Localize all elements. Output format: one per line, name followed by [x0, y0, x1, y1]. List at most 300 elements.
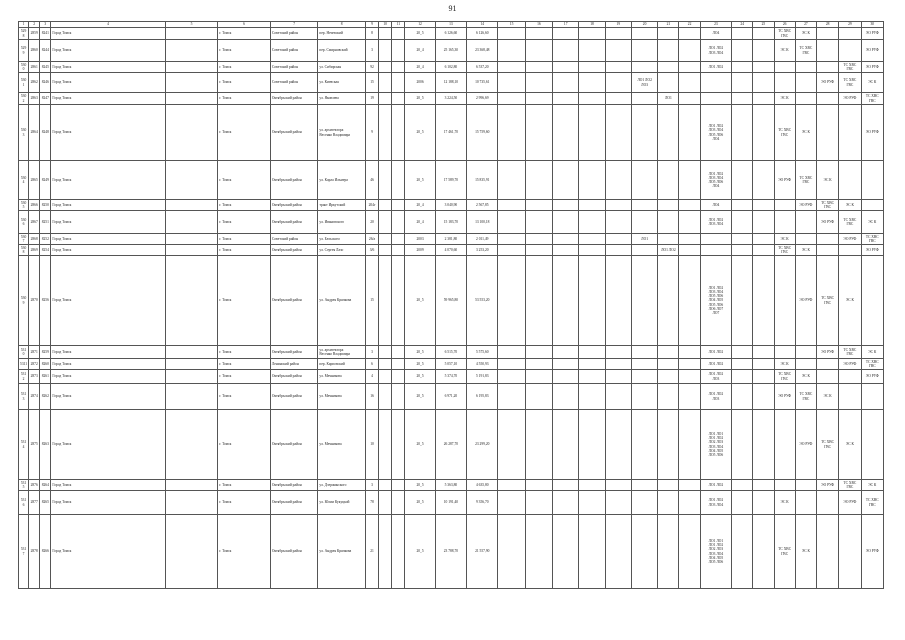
- cell-place: г. Томск: [218, 93, 271, 105]
- cell-empty: [579, 161, 605, 200]
- cell-sum2: 2 996,69: [467, 93, 498, 105]
- cell-empty: [732, 200, 753, 211]
- cell-empty: [605, 410, 631, 480]
- cell-year: 2003: [405, 234, 435, 245]
- cell-id: 2871: [29, 346, 40, 359]
- cell-c30: [861, 256, 883, 346]
- cell-empty: [379, 370, 392, 384]
- cell-place: г. Томск: [218, 40, 271, 62]
- cell-c21: [658, 480, 679, 491]
- cell-c20: [631, 28, 657, 40]
- cell-c21: [658, 234, 679, 245]
- cell-street: ул. архитектора Весенко Владимира: [318, 105, 366, 161]
- cell-code: 8247: [40, 93, 51, 105]
- cell-empty: [379, 200, 392, 211]
- cell-empty: [525, 161, 552, 200]
- cell-city: Город Томск: [51, 480, 165, 491]
- cell-house: 10: [365, 410, 378, 480]
- column-number: 18: [579, 22, 605, 28]
- cell-street: ул. Киевская: [318, 73, 366, 93]
- table-row: [19, 370, 884, 384]
- cell-c29: ТС ХВС ГВС: [839, 73, 861, 93]
- cell-empty: [732, 480, 753, 491]
- cell-empty: [498, 40, 525, 62]
- cell-empty: [392, 384, 405, 410]
- table-row: [19, 256, 884, 346]
- cell-place: г. Томск: [218, 245, 271, 256]
- cell-c28: ЭО РУФ: [817, 211, 839, 234]
- cell-empty: [392, 73, 405, 93]
- cell-c23: ЛО1 ЛО2: [700, 480, 731, 491]
- cell-code: 8261: [40, 370, 51, 384]
- cell-c27: ЭО РУФ: [795, 256, 816, 346]
- cell-sum1: 25 165,30: [435, 40, 466, 62]
- cell-empty: [732, 384, 753, 410]
- cell-c27: ТС ХВС ГВС: [795, 161, 816, 200]
- cell-n: 5315: [19, 480, 29, 491]
- cell-street: ул. Мечникова: [318, 370, 366, 384]
- cell-empty: [579, 73, 605, 93]
- cell-empty: [679, 211, 700, 234]
- cell-sum1: 5 374,70: [435, 370, 466, 384]
- cell-sum2: 2 567,85: [467, 200, 498, 211]
- cell-c28: [817, 491, 839, 515]
- cell-c27: [795, 93, 816, 105]
- cell-place: г. Томск: [218, 234, 271, 245]
- cell-empty: [379, 515, 392, 589]
- cell-sum1: 26 287,70: [435, 410, 466, 480]
- cell-c27: [795, 234, 816, 245]
- cell-empty: [553, 491, 579, 515]
- cell-empty: [165, 245, 218, 256]
- cell-empty: [165, 359, 218, 370]
- cell-street: ул. Карла Ильмера: [318, 161, 366, 200]
- cell-n: 5314: [19, 410, 29, 480]
- cell-c27: [795, 480, 816, 491]
- cell-empty: [525, 480, 552, 491]
- cell-empty: [605, 245, 631, 256]
- cell-id: 2864: [29, 105, 40, 161]
- cell-empty: [579, 359, 605, 370]
- cell-district: Советский район: [270, 73, 318, 93]
- cell-empty: [392, 161, 405, 200]
- cell-year: 20_5: [405, 410, 435, 480]
- cell-c27: [795, 211, 816, 234]
- cell-empty: [679, 200, 700, 211]
- cell-c27: [795, 359, 816, 370]
- cell-id: 2869: [29, 245, 40, 256]
- cell-code: 8252: [40, 234, 51, 245]
- cell-n: 5312: [19, 370, 29, 384]
- cell-place: г. Томск: [218, 491, 271, 515]
- cell-c20: [631, 515, 657, 589]
- cell-district: Октябрьский район: [270, 370, 318, 384]
- cell-empty: [525, 28, 552, 40]
- cell-c30: ЭС К: [861, 346, 883, 359]
- cell-c29: [839, 515, 861, 589]
- cell-c26: ЭО РУФ: [774, 384, 795, 410]
- cell-empty: [498, 211, 525, 234]
- cell-id: 2861: [29, 62, 40, 73]
- cell-empty: [379, 234, 392, 245]
- cell-n: 5311: [19, 359, 29, 370]
- cell-n: 5317: [19, 515, 29, 589]
- table-row: [19, 73, 884, 93]
- cell-c27: ТС ХВС ГВС: [795, 40, 816, 62]
- cell-c20: [631, 359, 657, 370]
- cell-c29: [839, 384, 861, 410]
- cell-empty: [525, 256, 552, 346]
- cell-empty: [379, 359, 392, 370]
- cell-empty: [753, 491, 774, 515]
- cell-empty: [753, 200, 774, 211]
- cell-c21: [658, 410, 679, 480]
- column-number: 10: [379, 22, 392, 28]
- cell-empty: [753, 234, 774, 245]
- cell-empty: [165, 200, 218, 211]
- cell-empty: [165, 73, 218, 93]
- cell-c20: ЛО1 ЛО2 ЛО3: [631, 73, 657, 93]
- cell-year: 20_5: [405, 515, 435, 589]
- cell-house: 78: [365, 491, 378, 515]
- cell-c29: ТС ХВС ГВС: [839, 480, 861, 491]
- cell-empty: [732, 245, 753, 256]
- cell-empty: [605, 161, 631, 200]
- cell-c21: [658, 346, 679, 359]
- column-number: 14: [467, 22, 498, 28]
- table-row: [19, 62, 884, 73]
- cell-c29: ЭО РУФ: [839, 234, 861, 245]
- cell-c20: [631, 346, 657, 359]
- cell-c23: ЛО1 ЛО2 ЛО3 ЛО4 ЛО5 ЛО6 ЛО4 ЛО5 ЛО5 ЛО6 ЛО6 ЛО7 ЛО7: [700, 256, 731, 346]
- cell-empty: [379, 105, 392, 161]
- cell-district: Октябрьский район: [270, 256, 318, 346]
- cell-c23: ЛО1 ЛО2 ЛО3 ЛО4: [700, 40, 731, 62]
- cell-empty: [392, 256, 405, 346]
- cell-year: 20_5: [405, 28, 435, 40]
- cell-c26: [774, 410, 795, 480]
- cell-c26: ЭС К: [774, 234, 795, 245]
- cell-empty: [579, 62, 605, 73]
- cell-c23: ЛО1 ЛО1 ЛО1 ЛО2 ЛО2 ЛО3 ЛО3 ЛО4 ЛО4 ЛО5 ЛО5 ЛО6: [700, 410, 731, 480]
- cell-empty: [498, 62, 525, 73]
- column-number: 2: [29, 22, 40, 28]
- cell-c23: [700, 93, 731, 105]
- cell-city: Город Томск: [51, 410, 165, 480]
- cell-sum2: 6 537,20: [467, 62, 498, 73]
- cell-empty: [553, 40, 579, 62]
- cell-n: 5298: [19, 28, 29, 40]
- cell-c30: ЭС К: [861, 211, 883, 234]
- cell-empty: [498, 515, 525, 589]
- cell-empty: [392, 370, 405, 384]
- cell-empty: [525, 245, 552, 256]
- cell-empty: [165, 256, 218, 346]
- cell-id: 2865: [29, 161, 40, 200]
- cell-empty: [579, 234, 605, 245]
- cell-code: 8250: [40, 200, 51, 211]
- cell-street: ул. Андрея Крячкова: [318, 256, 366, 346]
- cell-empty: [605, 384, 631, 410]
- cell-sum1: 3 224,50: [435, 93, 466, 105]
- cell-c29: ЭО РУФ: [839, 93, 861, 105]
- cell-c23: ЛО1 ЛО2 ЛО3: [700, 384, 731, 410]
- cell-c23: ЛО1 ЛО2 ЛО3 ЛО4: [700, 491, 731, 515]
- cell-sum1: 6 102,80: [435, 62, 466, 73]
- cell-empty: [392, 491, 405, 515]
- cell-place: г. Томск: [218, 359, 271, 370]
- column-number: 27: [795, 22, 816, 28]
- cell-id: 2878: [29, 515, 40, 589]
- cell-empty: [753, 245, 774, 256]
- cell-empty: [165, 93, 218, 105]
- cell-empty: [679, 161, 700, 200]
- cell-empty: [679, 384, 700, 410]
- cell-year: 20_5: [405, 93, 435, 105]
- register-table: [18, 21, 884, 589]
- cell-empty: [525, 370, 552, 384]
- cell-sum1: 2 381,80: [435, 234, 466, 245]
- cell-empty: [553, 346, 579, 359]
- cell-empty: [605, 211, 631, 234]
- cell-n: 5307: [19, 234, 29, 245]
- cell-empty: [753, 105, 774, 161]
- cell-district: Октябрьский район: [270, 384, 318, 410]
- cell-id: 2867: [29, 211, 40, 234]
- cell-sum2: 5 191,83: [467, 370, 498, 384]
- column-number: 7: [270, 22, 318, 28]
- cell-code: 8265: [40, 491, 51, 515]
- page-number: 91: [448, 4, 457, 13]
- cell-c21: [658, 491, 679, 515]
- cell-empty: [732, 515, 753, 589]
- cell-empty: [392, 515, 405, 589]
- cell-empty: [525, 105, 552, 161]
- cell-id: 2866: [29, 200, 40, 211]
- cell-empty: [732, 370, 753, 384]
- cell-c26: ТС ХВС ГВС: [774, 105, 795, 161]
- cell-c21: [658, 370, 679, 384]
- cell-c21: [658, 105, 679, 161]
- cell-c27: [795, 491, 816, 515]
- cell-city: Город Томск: [51, 370, 165, 384]
- cell-empty: [525, 93, 552, 105]
- cell-empty: [605, 491, 631, 515]
- cell-c27: ЭС К: [795, 515, 816, 589]
- cell-empty: [392, 234, 405, 245]
- cell-c23: ЛО1 ЛО2: [700, 359, 731, 370]
- cell-empty: [553, 28, 579, 40]
- cell-c21: [658, 28, 679, 40]
- column-number: 30: [861, 22, 883, 28]
- cell-empty: [605, 28, 631, 40]
- cell-district: Советский район: [270, 40, 318, 62]
- cell-code: 8259: [40, 346, 51, 359]
- cell-code: 8244: [40, 40, 51, 62]
- cell-empty: [498, 73, 525, 93]
- cell-c29: [839, 245, 861, 256]
- cell-empty: [553, 161, 579, 200]
- cell-house: 6: [365, 359, 378, 370]
- cell-c30: ЭО РУФ: [861, 62, 883, 73]
- cell-sum1: 5 057,10: [435, 359, 466, 370]
- cell-empty: [525, 346, 552, 359]
- cell-empty: [579, 105, 605, 161]
- cell-place: г. Томск: [218, 105, 271, 161]
- cell-empty: [379, 491, 392, 515]
- cell-year: 20_5: [405, 370, 435, 384]
- cell-empty: [165, 480, 218, 491]
- cell-empty: [732, 28, 753, 40]
- table-row: [19, 359, 884, 370]
- cell-year: 20_5: [405, 480, 435, 491]
- cell-empty: [679, 245, 700, 256]
- column-number: 1: [19, 22, 29, 28]
- cell-c26: ТС ХВС ГВС: [774, 28, 795, 40]
- cell-empty: [753, 384, 774, 410]
- cell-c30: ЭО РУФ: [861, 515, 883, 589]
- cell-empty: [553, 62, 579, 73]
- cell-c28: [817, 359, 839, 370]
- cell-c21: [658, 256, 679, 346]
- cell-empty: [165, 62, 218, 73]
- cell-code: 8246: [40, 73, 51, 93]
- cell-district: Октябрьский район: [270, 245, 318, 256]
- column-number: 12: [405, 22, 435, 28]
- cell-c30: [861, 410, 883, 480]
- cell-district: Октябрьский район: [270, 161, 318, 200]
- cell-empty: [679, 410, 700, 480]
- cell-sum2: 5 575,60: [467, 346, 498, 359]
- cell-code: 8248: [40, 105, 51, 161]
- cell-empty: [498, 105, 525, 161]
- cell-empty: [525, 515, 552, 589]
- cell-c20: [631, 256, 657, 346]
- cell-empty: [679, 93, 700, 105]
- cell-empty: [379, 256, 392, 346]
- cell-c26: [774, 73, 795, 93]
- cell-c28: ЭС К: [817, 161, 839, 200]
- cell-id: 2859: [29, 28, 40, 40]
- cell-empty: [392, 93, 405, 105]
- cell-empty: [392, 40, 405, 62]
- cell-house: 204г: [365, 200, 378, 211]
- cell-street: пер. Карповский: [318, 359, 366, 370]
- cell-n: 5306: [19, 211, 29, 234]
- cell-c28: ЭО РУФ: [817, 480, 839, 491]
- cell-c26: ЭС К: [774, 491, 795, 515]
- cell-city: Город Томск: [51, 491, 165, 515]
- cell-empty: [165, 234, 218, 245]
- cell-empty: [498, 384, 525, 410]
- cell-c26: ТС ХВС ГВС: [774, 370, 795, 384]
- cell-c26: ТС ХВС ГВС: [774, 245, 795, 256]
- cell-id: 2875: [29, 410, 40, 480]
- cell-house: 15: [365, 73, 378, 93]
- cell-empty: [392, 200, 405, 211]
- cell-empty: [525, 491, 552, 515]
- cell-empty: [525, 62, 552, 73]
- cell-district: Советский район: [270, 62, 318, 73]
- cell-empty: [498, 410, 525, 480]
- cell-street: ул. Дзержинского: [318, 480, 366, 491]
- cell-c20: [631, 370, 657, 384]
- cell-c28: [817, 515, 839, 589]
- cell-n: 5301: [19, 73, 29, 93]
- cell-c30: ЭО РУФ: [861, 370, 883, 384]
- cell-empty: [379, 40, 392, 62]
- cell-city: Город Томск: [51, 62, 165, 73]
- cell-district: Советский район: [270, 234, 318, 245]
- cell-empty: [165, 28, 218, 40]
- cell-c23: [700, 245, 731, 256]
- cell-empty: [392, 346, 405, 359]
- cell-sum1: 6 971,20: [435, 384, 466, 410]
- column-number: 6: [218, 22, 271, 28]
- cell-city: Город Томск: [51, 93, 165, 105]
- cell-place: г. Томск: [218, 211, 271, 234]
- cell-c21: [658, 40, 679, 62]
- cell-c26: ЭО РУФ: [774, 161, 795, 200]
- cell-empty: [579, 370, 605, 384]
- cell-empty: [732, 256, 753, 346]
- cell-sum2: 6 126,60: [467, 28, 498, 40]
- cell-empty: [392, 28, 405, 40]
- cell-house: 3: [365, 346, 378, 359]
- cell-empty: [732, 73, 753, 93]
- cell-empty: [498, 245, 525, 256]
- cell-id: 2873: [29, 370, 40, 384]
- cell-house: 19: [365, 93, 378, 105]
- cell-street: ул. Сибирская: [318, 62, 366, 73]
- cell-empty: [753, 73, 774, 93]
- cell-empty: [753, 346, 774, 359]
- cell-sum2: 21 557,90: [467, 515, 498, 589]
- cell-empty: [753, 161, 774, 200]
- cell-c30: ТС ХВС ГВС: [861, 93, 883, 105]
- column-number: 25: [753, 22, 774, 28]
- cell-street: ул. Сергея Лазо: [318, 245, 366, 256]
- cell-c23: ЛО4: [700, 200, 731, 211]
- cell-c20: [631, 200, 657, 211]
- cell-c29: [839, 28, 861, 40]
- cell-c29: ТС ХВС ГВС: [839, 211, 861, 234]
- cell-id: 2877: [29, 491, 40, 515]
- cell-empty: [379, 480, 392, 491]
- cell-id: 2862: [29, 73, 40, 93]
- cell-district: Октябрьский район: [270, 200, 318, 211]
- cell-c21: [658, 515, 679, 589]
- cell-sum2: 4 635,80: [467, 480, 498, 491]
- cell-id: 2874: [29, 384, 40, 410]
- column-number: 8: [318, 22, 366, 28]
- cell-code: 8249: [40, 161, 51, 200]
- column-number: 16: [525, 22, 552, 28]
- cell-c23: ЛО1 ЛО2: [700, 62, 731, 73]
- cell-c27: [795, 73, 816, 93]
- cell-empty: [732, 234, 753, 245]
- cell-c20: [631, 62, 657, 73]
- cell-empty: [379, 62, 392, 73]
- cell-c29: [839, 105, 861, 161]
- cell-district: Октябрьский район: [270, 515, 318, 589]
- cell-c29: [839, 161, 861, 200]
- cell-sum2: 23 368,48: [467, 40, 498, 62]
- cell-c26: [774, 256, 795, 346]
- cell-c27: ЭС К: [795, 370, 816, 384]
- cell-empty: [732, 161, 753, 200]
- cell-c23: ЛО1 ЛО2 ЛО3: [700, 370, 731, 384]
